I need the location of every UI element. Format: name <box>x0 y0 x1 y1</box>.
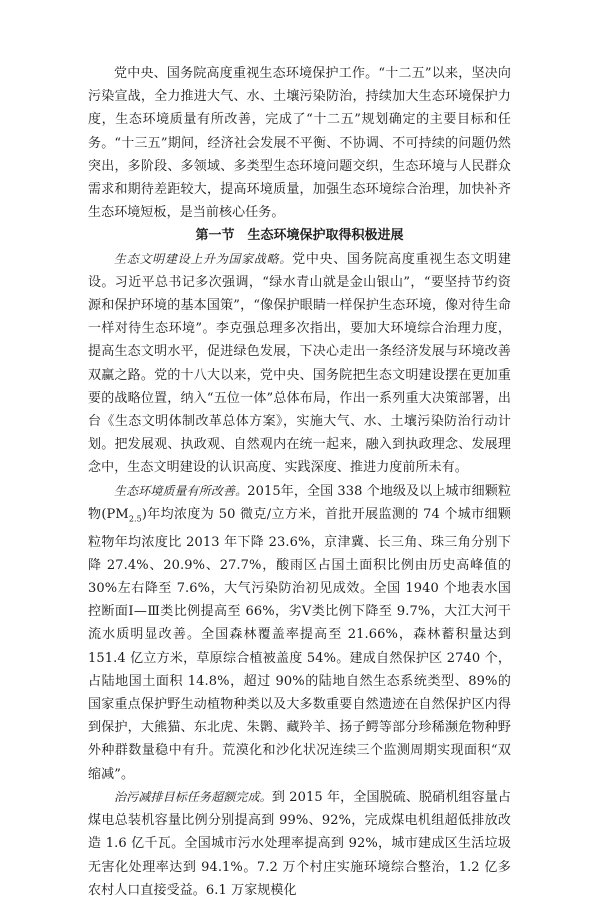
paragraph-body: 2015年，全国 338 个地级及以上城市细颗粒物(PM <box>88 483 511 522</box>
paragraph-quality <box>88 480 511 786</box>
section-heading: 第一节 生态环境保护取得积极进展 <box>195 228 404 244</box>
intro-paragraph: 党中央、国务院高度重视生态环境保护工作。“十二五”以来，坚决向污染宣战，全力推进大气、水、土壤污染防治，持续加大生态环境保护力度，生态环境质量有所改善，完成了“十二五”规划确定的主要目标和任务。“十三五”期间，经济社会发展不平衡、不协调、不可持续的问题仍然突出，多阶段、多领域、多类型生态环境问题交织，生态环境与人民群众需求和期待差距较大，提高环境质量，加强生态环境综合治理，加快补齐生态环境短板，是当前核心任务。 <box>88 66 511 221</box>
paragraph-strategy <box>88 248 511 480</box>
page-content <box>88 62 511 902</box>
paragraph-body: 到 2015 年，全国脱硫、脱硝机组容量占煤电总装机容量比例分别提高到 99%、92%，完成煤电机组超低排放改造 1.6 亿千瓦。全国城市污水处理率提高到 92%，城市建成区生活垃圾无害化处理率达到 94.1%。7.2 万个村庄实施环境综合整治，1.2 亿多农村人口直接受益。6.1 万家规模化 <box>88 789 511 898</box>
paragraph-body: 党中央、国务院高度重视生态文明建设。习近平总书记多次强调，“绿水青山就是金山银山”，“要坚持节约资源和保护环境的基本国策”，“像保护眼睛一样保护生态环境，像对待生命一样对待生态环境”。李克强总理多次指出，要加大环境综合治理力度，提高生态文明水平，促进绿色发展，下决心走出一条经济发展与环境改善双赢之路。党的十八大以来，党中央、国务院把生态文明建设摆在更加重要的战略位置，纳入“五位一体”总体布局，作出一系列重大决策部署，出台《生态文明体制改革总体方案》，实施大气、水、土壤污染防治行动计划。把发展观、执政观、自然观内在统一起来，融入到执政理念、发展理念中，生态文明建设的认识高度、实践深度、推进力度前所未有。 <box>88 251 511 476</box>
paragraph-lead: 生态环境质量有所改善。 <box>114 483 248 498</box>
pm-subscript: 2.5 <box>128 514 142 524</box>
paragraph-lead: 治污减排目标任务超额完成。 <box>114 789 272 804</box>
paragraph-emissions <box>88 786 511 902</box>
paragraph-body-continued: )年均浓度为 50 微克/立方米，首批开展监测的 74 个城市细颗粒物年均浓度比 2013 年下降 23.6%，京津冀、长三角、珠三角分别下降 27.4%、20.9%、27.7%，酸雨区占国土面积比例由历史高峰值的30%左右降至 7.6%，大气污染防治初见成效。全国 1940 个地表水国控断面Ⅰ—Ⅲ类比例提高至 66%，劣Ⅴ类比例下降至 9.7%，大江大河干流水质明显改善。全国森林覆盖率提高至 21.66%，森林蓄积量达到 151.4 亿立方米，草原综合植被盖度 54%。建成自然保护区 2740 个，占陆地国土面积 14.8%，超过 90%的陆地自然生态系统类型、89%的国家重点保护野生动植物种类以及大多数重要自然遗迹在自然保护区内得到保护，大熊猫、东北虎、朱鹮、藏羚羊、扬子鳄等部分珍稀濒危物种野外种群数量稳中有升。荒漠化和沙化状况连续三个监测周期实现面积“双缩减”。 <box>88 506 511 782</box>
paragraph-lead: 生态文明建设上升为国家战略。 <box>114 251 293 266</box>
